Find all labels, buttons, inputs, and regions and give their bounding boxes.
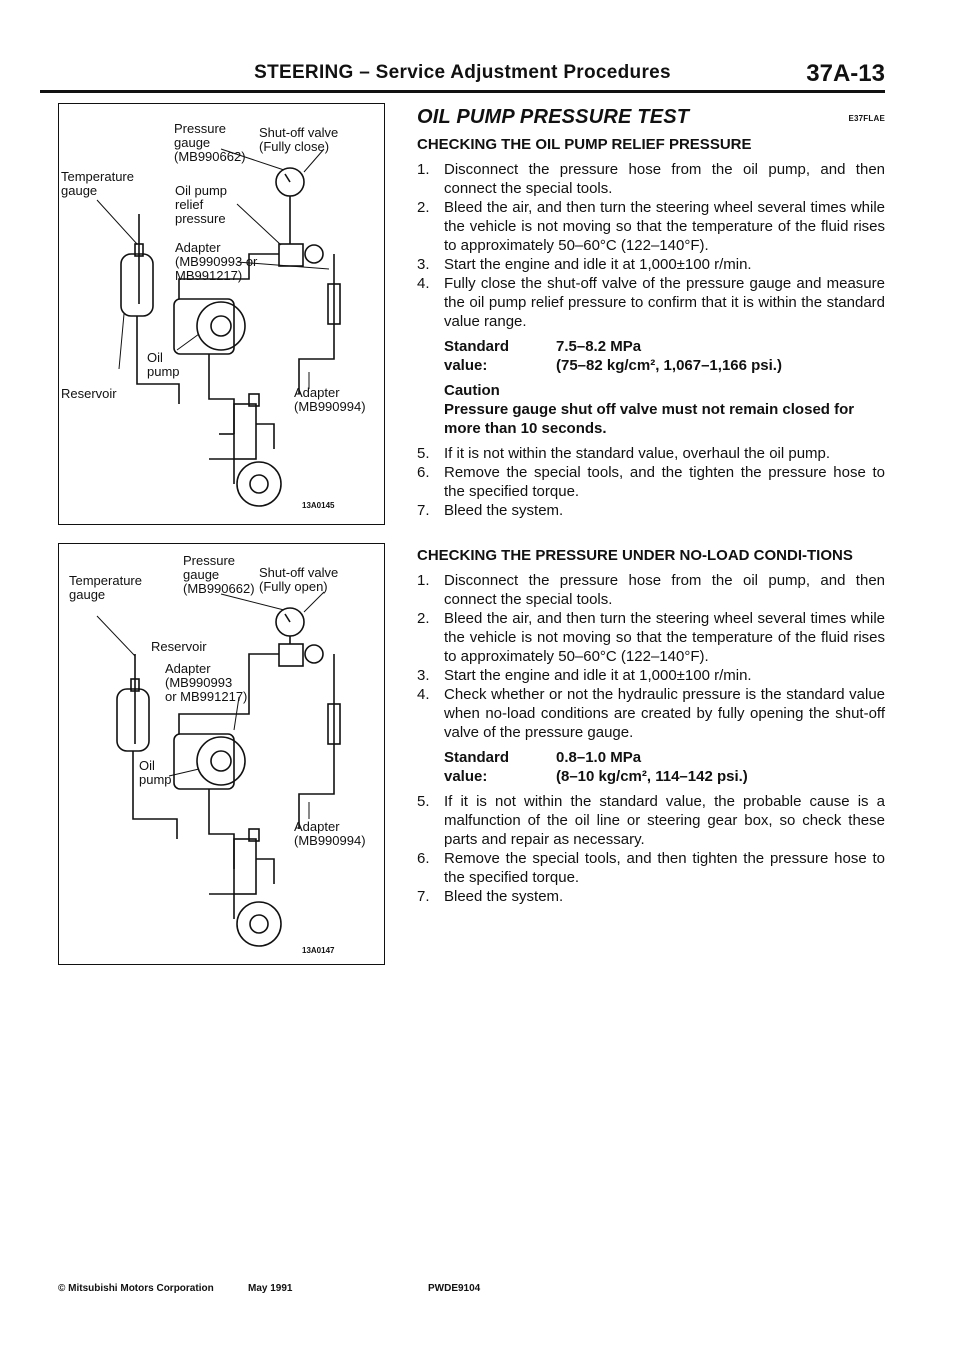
step-text: Disconnect the pressure hose from the oil pump, and then connect the special tools. bbox=[444, 161, 885, 197]
step-text: Start the engine and idle it at 1,000±100 r/min. bbox=[444, 667, 752, 684]
footer-date: May 1991 bbox=[248, 1283, 293, 1294]
step-number: 5. bbox=[417, 793, 430, 810]
step-number: 4. bbox=[417, 275, 430, 292]
label-temperature-gauge: Temperature gauge bbox=[69, 573, 142, 602]
step-text: Remove the special tools, and the tighten the pressure hose to the specified torque. bbox=[444, 464, 885, 500]
step-number: 2. bbox=[417, 199, 430, 216]
subsection-title: CHECKING THE PRESSURE UNDER NO-LOAD CONDI-TIONS bbox=[417, 547, 853, 564]
label-pressure-gauge: Pressure gauge (MB990662) bbox=[183, 553, 255, 596]
figure-id: 13A0145 bbox=[302, 501, 335, 510]
steps-list bbox=[417, 160, 885, 331]
caution-text: Pressure gauge shut off valve must not remain closed for more than 10 seconds. bbox=[444, 401, 855, 437]
page-code: 37A-13 bbox=[806, 60, 885, 87]
step-number: 4. bbox=[417, 686, 430, 703]
step-text: Disconnect the pressure hose from the oil pump, and then connect the special tools. bbox=[444, 572, 885, 608]
step bbox=[417, 571, 885, 609]
standard-value-label: Standard value: bbox=[444, 749, 510, 785]
standard-value-values bbox=[556, 337, 782, 375]
label-reservoir: Reservoir bbox=[61, 386, 117, 401]
step-number: 1. bbox=[417, 161, 430, 178]
section-title-text: OIL PUMP PRESSURE TEST bbox=[417, 106, 690, 128]
section-code: E37FLAE bbox=[848, 114, 885, 123]
step-text: Fully close the shut-off valve of the pressure gauge and measure the oil pump relief pressure to confirm that it is within the standard value range. bbox=[444, 275, 885, 330]
diagram-relief-pressure bbox=[59, 104, 384, 524]
standard-value-values bbox=[556, 748, 748, 786]
label-shutoff-valve: Shut-off valve (Fully close) bbox=[259, 125, 339, 154]
label-adapter-2: Adapter (MB990994) bbox=[294, 819, 366, 848]
step-number: 3. bbox=[417, 667, 430, 684]
step bbox=[417, 666, 885, 685]
header-title: STEERING – Service Adjustment Procedures bbox=[254, 62, 671, 83]
step-number: 1. bbox=[417, 572, 430, 589]
footer-code: PWDE9104 bbox=[428, 1283, 481, 1294]
step bbox=[417, 444, 885, 463]
standard-value bbox=[444, 337, 885, 375]
label-oil-pump: Oil pump bbox=[139, 758, 172, 787]
step bbox=[417, 463, 885, 501]
standard-value-primary: 0.8–1.0 MPa bbox=[556, 749, 642, 766]
step-text: Bleed the system. bbox=[444, 502, 564, 519]
subsection-title: CHECKING THE OIL PUMP RELIEF PRESSURE bbox=[417, 136, 752, 153]
label-relief-pressure: Oil pump relief pressure bbox=[175, 183, 228, 226]
diagram-no-load-pressure bbox=[59, 544, 384, 964]
header-rule bbox=[40, 90, 885, 93]
standard-value-primary: 7.5–8.2 MPa bbox=[556, 338, 642, 355]
step-number: 5. bbox=[417, 445, 430, 462]
relief-pressure-text bbox=[417, 106, 885, 520]
steps-list bbox=[417, 571, 885, 742]
step bbox=[417, 274, 885, 331]
steps-list bbox=[417, 444, 885, 520]
step-number: 6. bbox=[417, 850, 430, 867]
step-text: Bleed the system. bbox=[444, 888, 564, 905]
step bbox=[417, 160, 885, 198]
step-text: Start the engine and idle it at 1,000±100 r/min. bbox=[444, 256, 752, 273]
steps-list bbox=[417, 792, 885, 906]
standard-value-label: Standard value: bbox=[444, 338, 510, 374]
no-load-pressure-text bbox=[417, 546, 885, 906]
step-text: Remove the special tools, and then tighten the pressure hose to the specified torque. bbox=[444, 850, 885, 886]
step bbox=[417, 685, 885, 742]
step-number: 7. bbox=[417, 888, 430, 905]
label-adapter-2: Adapter (MB990994) bbox=[294, 385, 366, 414]
step bbox=[417, 792, 885, 849]
step-text: Bleed the air, and then turn the steering wheel several times while the vehicle is not moving so that the temperature of the fluid rises to approximately 50–60°C (122–140°F). bbox=[444, 610, 885, 665]
figure-id: 13A0147 bbox=[302, 946, 335, 955]
step-number: 3. bbox=[417, 256, 430, 273]
step-number: 7. bbox=[417, 502, 430, 519]
step-text: Check whether or not the hydraulic pressure is the standard value when no-load conditions are created by fully opening the shut-off valve of the pressure gauge. bbox=[444, 686, 885, 741]
label-adapter-1: Adapter (MB990993 or MB991217) bbox=[165, 661, 248, 704]
step-number: 2. bbox=[417, 610, 430, 627]
step bbox=[417, 887, 885, 906]
step bbox=[417, 501, 885, 520]
step-number: 6. bbox=[417, 464, 430, 481]
step-text: If it is not within the standard value, overhaul the oil pump. bbox=[444, 445, 831, 462]
figure-no-load-pressure bbox=[58, 543, 385, 965]
step-text: If it is not within the standard value, the probable cause is a malfunction of the oil line or steering gear box, so check these parts and repair as necessary. bbox=[444, 793, 885, 848]
caution-title: Caution bbox=[444, 382, 500, 399]
standard-value bbox=[444, 748, 885, 786]
section-title bbox=[417, 106, 885, 129]
label-pressure-gauge: Pressure gauge (MB990662) bbox=[174, 121, 246, 164]
standard-value-secondary: (8–10 kg/cm², 114–142 psi.) bbox=[556, 768, 748, 785]
step bbox=[417, 198, 885, 255]
step-text: Bleed the air, and then turn the steering wheel several times while the vehicle is not moving so that the temperature of the fluid rises to approximately 50–60°C (122–140°F). bbox=[444, 199, 885, 254]
step bbox=[417, 849, 885, 887]
step bbox=[417, 255, 885, 274]
label-adapter-1: Adapter (MB990993 or MB991217) bbox=[175, 240, 258, 283]
label-oil-pump: Oil pump bbox=[147, 350, 180, 379]
label-temperature-gauge: Temperature gauge bbox=[61, 169, 134, 198]
label-reservoir: Reservoir bbox=[151, 639, 207, 654]
label-shutoff-valve: Shut-off valve (Fully open) bbox=[259, 565, 339, 594]
page-header bbox=[40, 62, 885, 92]
standard-value-secondary: (75–82 kg/cm², 1,067–1,166 psi.) bbox=[556, 357, 782, 374]
caution-block bbox=[444, 381, 885, 438]
step bbox=[417, 609, 885, 666]
footer-copyright: © Mitsubishi Motors Corporation bbox=[58, 1283, 214, 1294]
figure-relief-pressure bbox=[58, 103, 385, 525]
